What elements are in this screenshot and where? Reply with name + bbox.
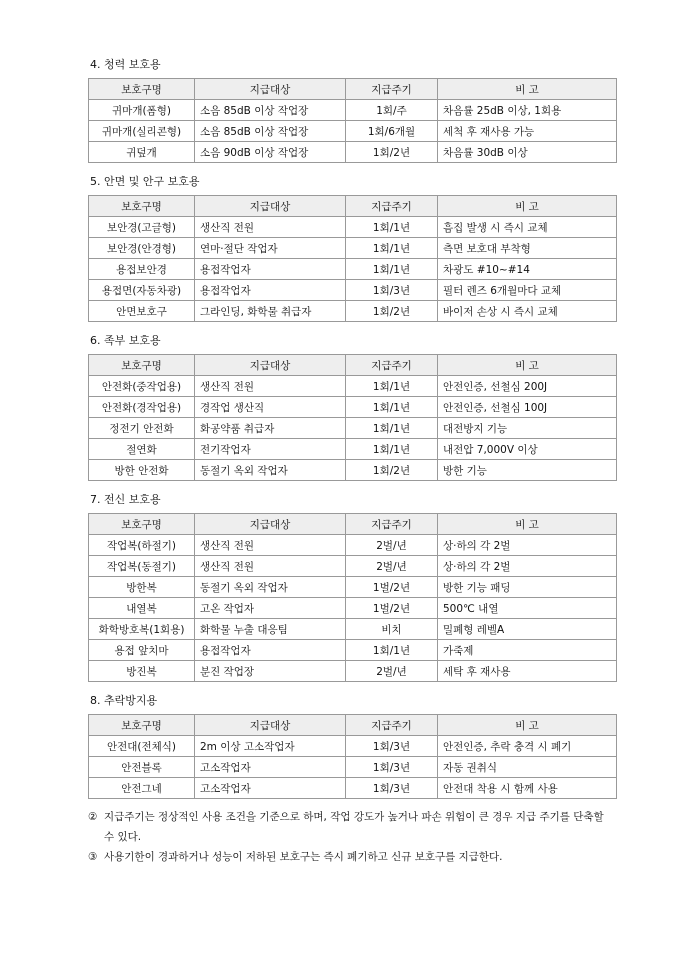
cell-target: 용접작업자 — [195, 640, 346, 661]
section-title: 4. 청력 보호용 — [90, 58, 161, 71]
cell-note: 대전방지 기능 — [438, 418, 617, 439]
cell-note: 차광도 #10~#14 — [438, 259, 617, 280]
header-cycle: 지급주기 — [346, 79, 438, 100]
note-item — [88, 847, 616, 867]
header-cycle: 지급주기 — [346, 196, 438, 217]
cell-cycle: 1회/3년 — [346, 280, 438, 301]
cell-target: 고소작업자 — [195, 757, 346, 778]
header-cycle: 지급주기 — [346, 355, 438, 376]
cell-note: 바이저 손상 시 즉시 교체 — [438, 301, 617, 322]
header-note: 비 고 — [438, 514, 617, 535]
table-row — [89, 460, 617, 481]
cell-cycle: 1회/1년 — [346, 439, 438, 460]
cell-target: 화공약품 취급자 — [195, 418, 346, 439]
cell-note: 측면 보호대 부착형 — [438, 238, 617, 259]
cell-target: 동절기 옥외 작업자 — [195, 460, 346, 481]
table-header-row — [89, 196, 617, 217]
cell-note: 가죽제 — [438, 640, 617, 661]
cell-name: 귀마개(폼형) — [89, 100, 195, 121]
header-name: 보호구명 — [89, 715, 195, 736]
cell-note: 방한 기능 패딩 — [438, 577, 617, 598]
cell-cycle: 1회/1년 — [346, 640, 438, 661]
cell-name: 용접면(자동차광) — [89, 280, 195, 301]
sections-container — [88, 58, 616, 799]
cell-cycle: 1회/1년 — [346, 238, 438, 259]
cell-target: 고소작업자 — [195, 778, 346, 799]
table-row — [89, 577, 617, 598]
cell-target: 전기작업자 — [195, 439, 346, 460]
cell-target: 생산직 전원 — [195, 376, 346, 397]
cell-target: 생산직 전원 — [195, 217, 346, 238]
cell-name: 작업복(하절기) — [89, 535, 195, 556]
document-page — [88, 58, 616, 867]
header-note: 비 고 — [438, 715, 617, 736]
header-cycle: 지급주기 — [346, 514, 438, 535]
cell-cycle: 1회/1년 — [346, 418, 438, 439]
table-row — [89, 100, 617, 121]
section-title: 7. 전신 보호용 — [90, 493, 161, 506]
cell-cycle: 1회/6개월 — [346, 121, 438, 142]
table-row — [89, 535, 617, 556]
cell-target: 용접작업자 — [195, 280, 346, 301]
cell-target: 그라인딩, 화학물 취급자 — [195, 301, 346, 322]
cell-name: 절연화 — [89, 439, 195, 460]
cell-cycle: 1회/2년 — [346, 460, 438, 481]
table-row — [89, 661, 617, 682]
cell-name: 화학방호복(1회용) — [89, 619, 195, 640]
cell-name: 안전대(전체식) — [89, 736, 195, 757]
cell-cycle: 1벌/2년 — [346, 577, 438, 598]
table-row — [89, 142, 617, 163]
cell-note: 500℃ 내열 — [438, 598, 617, 619]
cell-name: 보안경(고글형) — [89, 217, 195, 238]
cell-target: 연마·절단 작업자 — [195, 238, 346, 259]
cell-name: 귀덮개 — [89, 142, 195, 163]
cell-name: 귀마개(실리콘형) — [89, 121, 195, 142]
ppe-table — [88, 354, 617, 481]
cell-note: 자동 권취식 — [438, 757, 617, 778]
section-title: 6. 족부 보호용 — [90, 334, 161, 347]
header-target: 지급대상 — [195, 79, 346, 100]
note-item — [88, 807, 616, 847]
table-row — [89, 619, 617, 640]
cell-name: 안전화(경작업용) — [89, 397, 195, 418]
cell-cycle: 1회/2년 — [346, 142, 438, 163]
cell-target: 고온 작업자 — [195, 598, 346, 619]
header-cycle: 지급주기 — [346, 715, 438, 736]
cell-name: 안전그네 — [89, 778, 195, 799]
cell-name: 용접 앞치마 — [89, 640, 195, 661]
cell-cycle: 1회/3년 — [346, 736, 438, 757]
cell-name: 방한 안전화 — [89, 460, 195, 481]
cell-name: 안전화(중작업용) — [89, 376, 195, 397]
cell-target: 경작업 생산직 — [195, 397, 346, 418]
note-mark: ③ — [88, 851, 98, 863]
cell-target: 화학물 누출 대응팀 — [195, 619, 346, 640]
cell-target: 동절기 옥외 작업자 — [195, 577, 346, 598]
ppe-table — [88, 195, 617, 322]
cell-name: 작업복(동절기) — [89, 556, 195, 577]
cell-cycle: 2벌/년 — [346, 661, 438, 682]
cell-note: 안전인증, 선철심 100J — [438, 397, 617, 418]
cell-note: 상·하의 각 2벌 — [438, 556, 617, 577]
table-row — [89, 778, 617, 799]
table-row — [89, 259, 617, 280]
cell-cycle: 1회/주 — [346, 100, 438, 121]
cell-cycle: 1벌/2년 — [346, 598, 438, 619]
cell-note: 필터 렌즈 6개월마다 교체 — [438, 280, 617, 301]
table-row — [89, 736, 617, 757]
cell-note: 흠집 발생 시 즉시 교체 — [438, 217, 617, 238]
cell-note: 내전압 7,000V 이상 — [438, 439, 617, 460]
table-row — [89, 598, 617, 619]
cell-name: 안전블록 — [89, 757, 195, 778]
cell-cycle: 1회/1년 — [346, 376, 438, 397]
cell-note: 밀폐형 레벨A — [438, 619, 617, 640]
cell-name: 보안경(안경형) — [89, 238, 195, 259]
cell-target: 2m 이상 고소작업자 — [195, 736, 346, 757]
table-row — [89, 640, 617, 661]
cell-note: 방한 기능 — [438, 460, 617, 481]
header-target: 지급대상 — [195, 514, 346, 535]
table-row — [89, 439, 617, 460]
cell-name: 방진복 — [89, 661, 195, 682]
note-text: 지급주기는 정상적인 사용 조건을 기준으로 하며, 작업 강도가 높거나 파손 위험이 큰 경우 지급 주기를 단축할 수 있다. — [104, 811, 604, 843]
table-row — [89, 121, 617, 142]
table-header-row — [89, 79, 617, 100]
cell-target: 소음 90dB 이상 작업장 — [195, 142, 346, 163]
cell-note: 세탁 후 재사용 — [438, 661, 617, 682]
section-title: 8. 추락방지용 — [90, 694, 158, 707]
cell-target: 생산직 전원 — [195, 556, 346, 577]
table-header-row — [89, 355, 617, 376]
header-target: 지급대상 — [195, 355, 346, 376]
cell-note: 차음률 30dB 이상 — [438, 142, 617, 163]
cell-cycle: 비치 — [346, 619, 438, 640]
cell-name: 방한복 — [89, 577, 195, 598]
cell-cycle: 1회/1년 — [346, 397, 438, 418]
header-name: 보호구명 — [89, 79, 195, 100]
table-row — [89, 397, 617, 418]
table-row — [89, 238, 617, 259]
table-row — [89, 418, 617, 439]
table-row — [89, 280, 617, 301]
cell-cycle: 2벌/년 — [346, 556, 438, 577]
table-header-row — [89, 715, 617, 736]
table-row — [89, 217, 617, 238]
table-row — [89, 556, 617, 577]
ppe-table — [88, 513, 617, 682]
header-name: 보호구명 — [89, 514, 195, 535]
header-name: 보호구명 — [89, 355, 195, 376]
cell-note: 상·하의 각 2벌 — [438, 535, 617, 556]
cell-name: 내열복 — [89, 598, 195, 619]
ppe-table — [88, 78, 617, 163]
cell-target: 용접작업자 — [195, 259, 346, 280]
cell-cycle: 1회/2년 — [346, 301, 438, 322]
header-target: 지급대상 — [195, 715, 346, 736]
cell-target: 소음 85dB 이상 작업장 — [195, 100, 346, 121]
notes-block — [88, 807, 616, 867]
header-note: 비 고 — [438, 355, 617, 376]
cell-target: 소음 85dB 이상 작업장 — [195, 121, 346, 142]
cell-name: 정전기 안전화 — [89, 418, 195, 439]
table-header-row — [89, 514, 617, 535]
header-note: 비 고 — [438, 79, 617, 100]
cell-note: 차음률 25dB 이상, 1회용 — [438, 100, 617, 121]
cell-cycle: 1회/1년 — [346, 259, 438, 280]
table-row — [89, 301, 617, 322]
cell-note: 세척 후 재사용 가능 — [438, 121, 617, 142]
cell-note: 안전인증, 선철심 200J — [438, 376, 617, 397]
note-mark: ② — [88, 811, 98, 823]
header-name: 보호구명 — [89, 196, 195, 217]
cell-name: 안면보호구 — [89, 301, 195, 322]
cell-note: 안전대 착용 시 함께 사용 — [438, 778, 617, 799]
cell-note: 안전인증, 추락 충격 시 폐기 — [438, 736, 617, 757]
header-target: 지급대상 — [195, 196, 346, 217]
section-title: 5. 안면 및 안구 보호용 — [90, 175, 200, 188]
table-row — [89, 757, 617, 778]
cell-cycle: 2벌/년 — [346, 535, 438, 556]
cell-cycle: 1회/1년 — [346, 217, 438, 238]
cell-cycle: 1회/3년 — [346, 778, 438, 799]
cell-target: 분진 작업장 — [195, 661, 346, 682]
cell-name: 용접보안경 — [89, 259, 195, 280]
cell-cycle: 1회/3년 — [346, 757, 438, 778]
note-text: 사용기한이 경과하거나 성능이 저하된 보호구는 즉시 폐기하고 신규 보호구를 지급한다. — [104, 851, 503, 863]
cell-target: 생산직 전원 — [195, 535, 346, 556]
ppe-table — [88, 714, 617, 799]
table-row — [89, 376, 617, 397]
header-note: 비 고 — [438, 196, 617, 217]
